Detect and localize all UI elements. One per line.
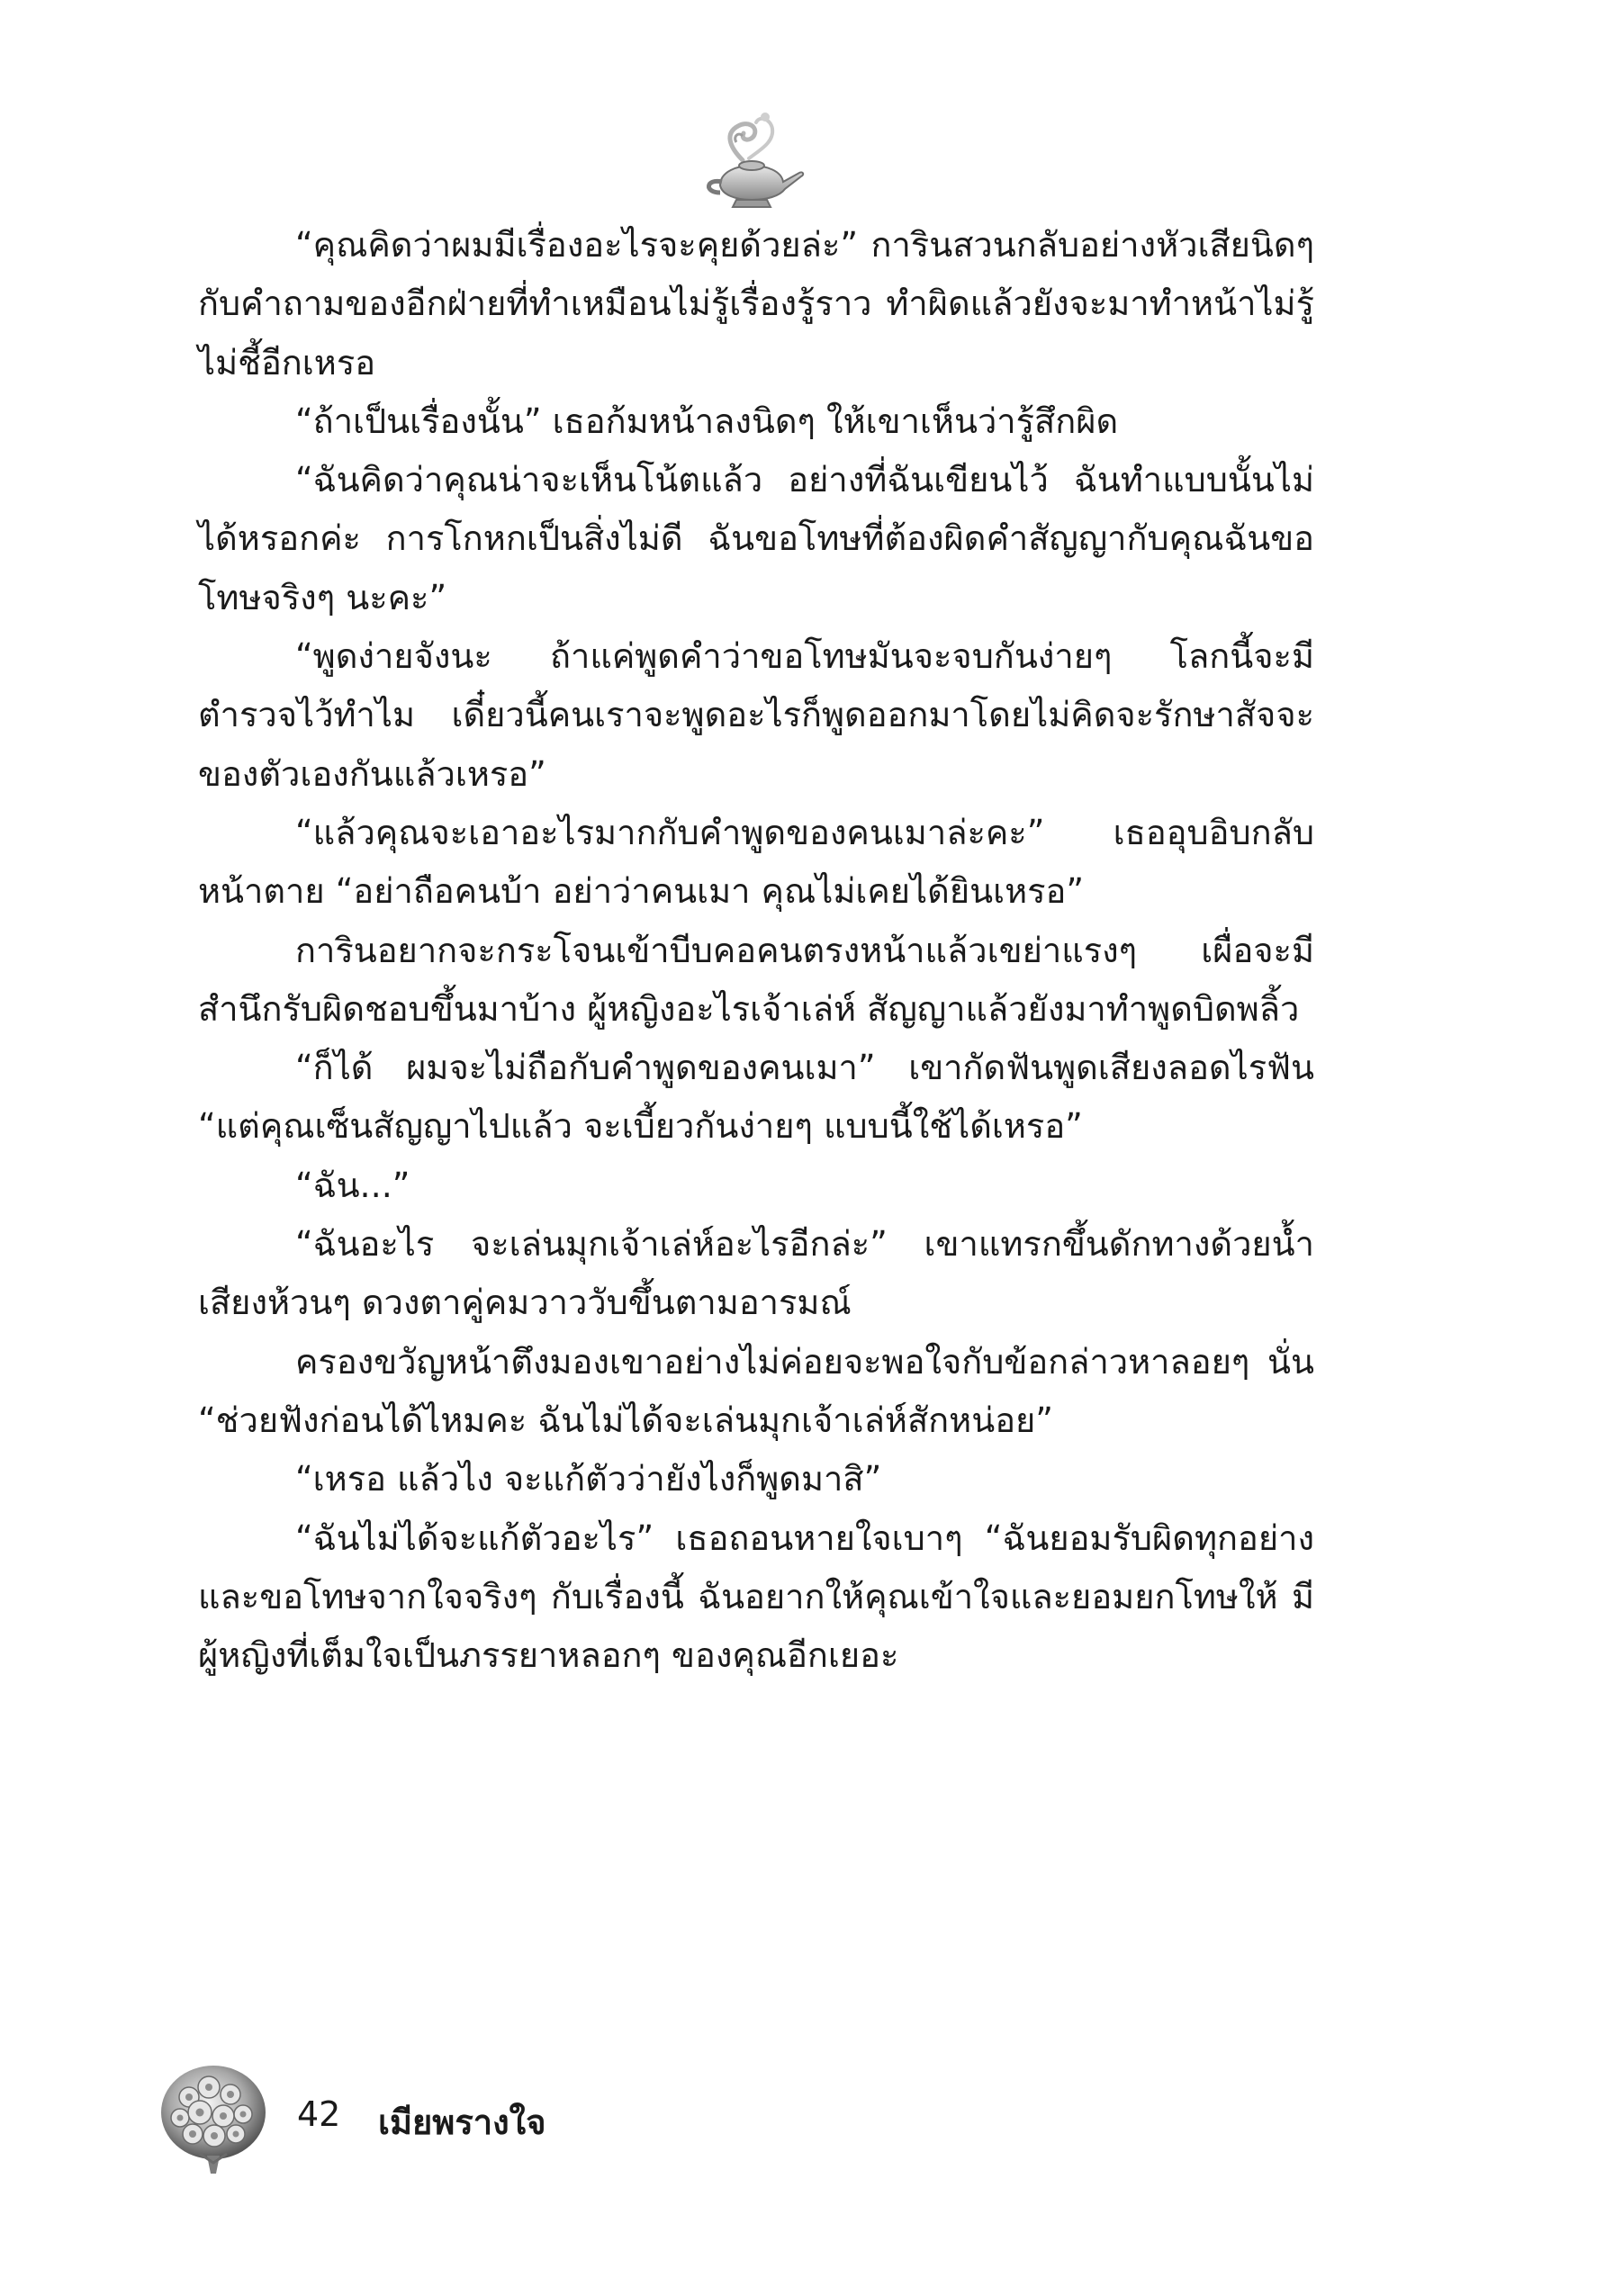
paragraph: “ถ้าเป็นเรื่องนั้น” เธอก้มหน้าลงนิดๆ ให้เขาเห็นว่ารู้สึกผิด [295,401,1119,441]
paragraph: “ฉัน...” [295,1165,410,1205]
page-number: 42 [297,2094,341,2134]
paragraph: “ฉันไม่ได้จะแก้ตัวอะไร” เธอถอนหายใจเบาๆ “ฉันยอมรับผิดทุกอย่างและขอโทษจากใจจริงๆ กับเรื่องนี้ ฉันอยากให้คุณเข้าใจและยอมยกโทษให้ มีผู้หญิงที่เต็มใจเป็นภรรยาหลอกๆ ของคุณอีกเยอะ [198,1517,1314,1676]
magic-lamp-icon [693,106,810,214]
paragraph: “แล้วคุณจะเอาอะไรมากกับคำพูดของคนเมาล่ะคะ” เธออุบอิบกลับหน้าตาย “อย่าถือคนบ้า อย่าว่าคนเมา คุณไม่เคยได้ยินเหรอ” [198,812,1314,912]
flower-bouquet-icon [153,2057,275,2178]
body-text [198,216,1314,1685]
paragraph: “ก็ได้ ผมจะไม่ถือกับคำพูดของคนเมา” เขากัดฟันพูดเสียงลอดไรฟัน “แต่คุณเซ็นสัญญาไปแล้ว จะเบี้ยวกันง่ายๆ แบบนี้ใช้ได้เหรอ” [198,1048,1314,1147]
page-footer [153,2057,873,2192]
paragraph: “พูดง่ายจังนะ ถ้าแค่พูดคำว่าขอโทษมันจะจบกันง่ายๆ โลกนี้จะมีตำรวจไว้ทำไม เดี๋ยวนี้คนเราจะพูดอะไรก็พูดออกมาโดยไม่คิดจะรักษาสัจจะของตัวเองกันแล้วเหรอ” [198,636,1314,794]
paragraph: “ฉันคิดว่าคุณน่าจะเห็นโน้ตแล้ว อย่างที่ฉันเขียนไว้ ฉันทำแบบนั้นไม่ได้หรอกค่ะ การโกหกเป็นสิ่งไม่ดี ฉันขอโทษที่ต้องผิดคำสัญญากับคุณฉันขอโทษจริงๆ นะคะ” [198,460,1314,617]
paragraph: “คุณคิดว่าผมมีเรื่องอะไรจะคุยด้วยล่ะ” การินสวนกลับอย่างหัวเสียนิดๆ กับคำถามของอีกฝ่ายที่ทำเหมือนไม่รู้เรื่องรู้ราว ทำผิดแล้วยังจะมาทำหน้าไม่รู้ไม่ชี้อีกเหรอ [198,225,1314,383]
paragraph: “ฉันอะไร จะเล่นมุกเจ้าเล่ห์อะไรอีกล่ะ” เขาแทรกขึ้นดักทางด้วยน้ำเสียงห้วนๆ ดวงตาคู่คมวาววับขึ้นตามอารมณ์ [198,1224,1314,1323]
paragraph: “เหรอ แล้วไง จะแก้ตัวว่ายังไงก็พูดมาสิ” [295,1459,882,1499]
paragraph: ครองขวัญหน้าตึงมองเขาอย่างไม่ค่อยจะพอใจกับข้อกล่าวหาลอยๆ นั่น “ช่วยฟังก่อนได้ไหมคะ ฉันไม่ได้จะเล่นมุกเจ้าเล่ห์สักหน่อย” [198,1341,1314,1440]
paragraph: การินอยากจะกระโจนเข้าบีบคอคนตรงหน้าแล้วเขย่าแรงๆ เผื่อจะมีสำนึกรับผิดชอบขึ้นมาบ้าง ผู้หญิงอะไรเจ้าเล่ห์ สัญญาแล้วยังมาทำพูดบิดพลิ้ว [198,930,1314,1029]
book-title: เมียพรางใจ [378,2102,546,2142]
